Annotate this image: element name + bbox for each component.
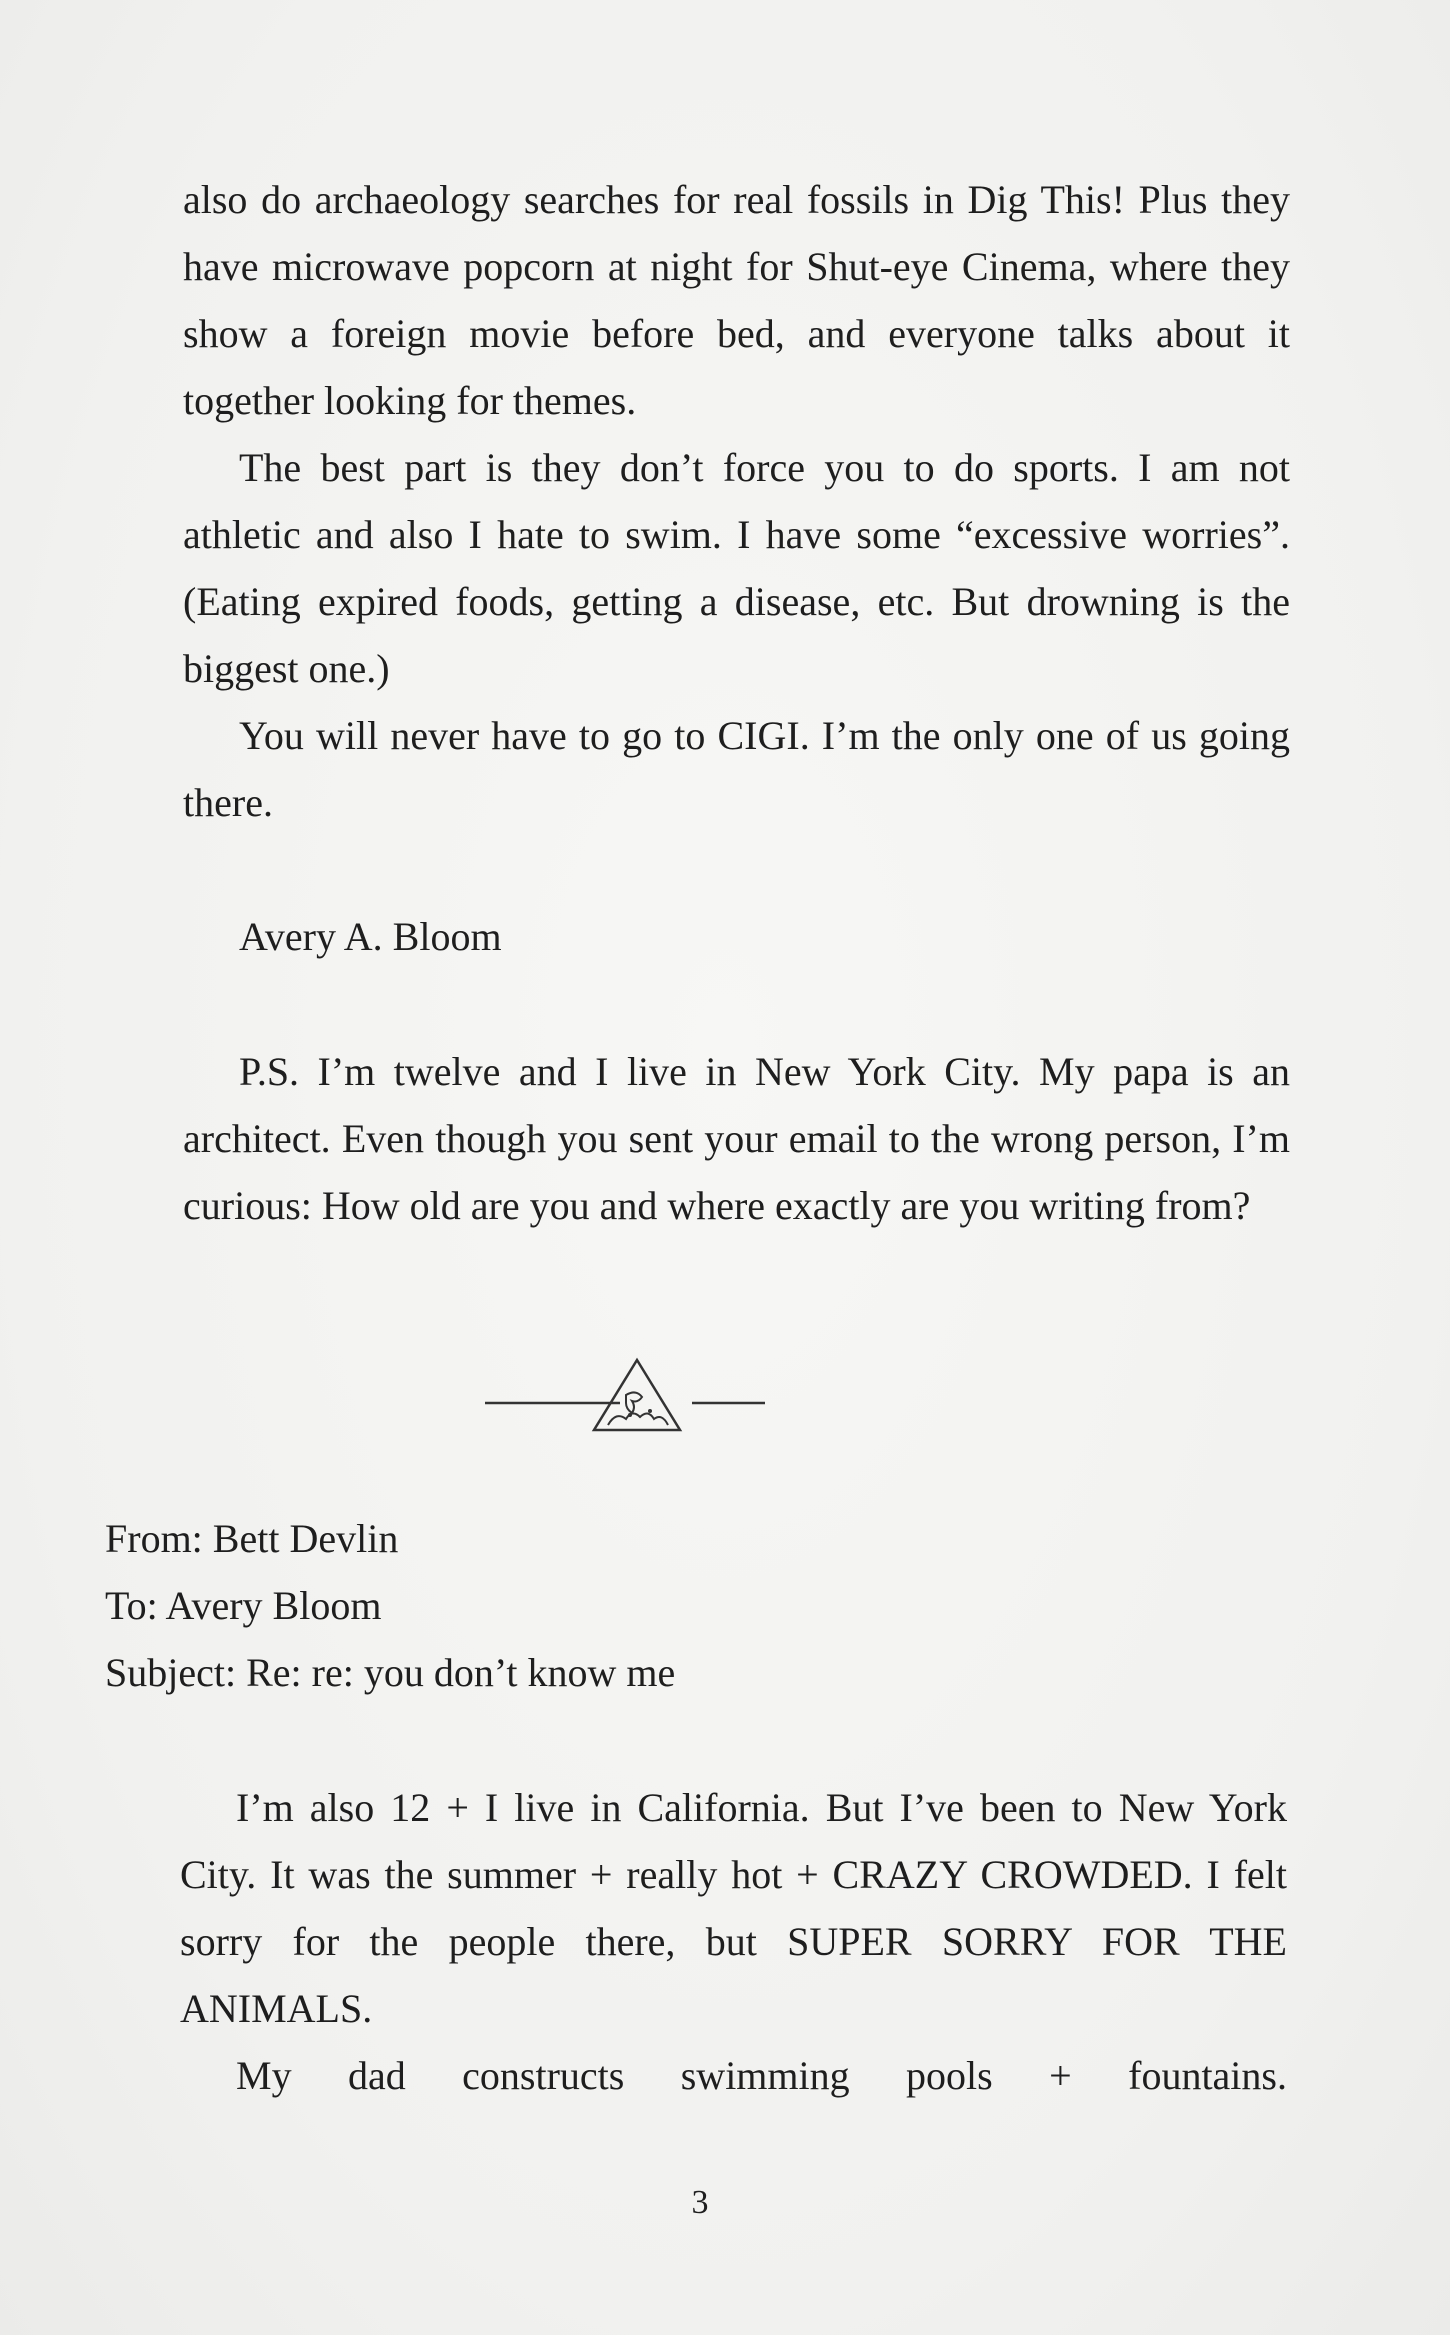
letter1-paragraph-2: The best part is they don’t force you to do sports. I am not athletic and also I hate to swim. I have some “excessive worries”. (Eating expired foods, getting a disease, etc. But drowning is the biggest one.) <box>183 445 1290 691</box>
letter2-paragraph-2: My dad constructs swimming pools + fountains. <box>236 2053 1287 2098</box>
letter1-postscript: P.S. I’m twelve and I live in New York City. My papa is an architect. Even though you sent your email to the wrong person, I’m curious: How old are you and where exactly are you writing from? <box>183 1049 1290 1228</box>
email-to: To: Avery Bloom <box>105 1583 382 1628</box>
email-subject: Subject: Re: re: you don’t know me <box>105 1650 676 1695</box>
section-divider-ornament <box>480 1355 780 1455</box>
letter1-paragraph-3: You will never have to go to CIGI. I’m the only one of us going there. <box>183 713 1290 825</box>
letter1-signature: Avery A. Bloom <box>239 914 502 959</box>
page-number: 3 <box>691 2184 709 2221</box>
letter1-paragraph-1: also do archaeology searches for real fossils in Dig This! Plus they have microwave popcorn at night for Shut-eye Cinema, where they show a foreign movie before bed, and everyone talks about it together looking for themes. <box>183 177 1290 423</box>
email-from: From: Bett Devlin <box>105 1516 399 1561</box>
letter2-paragraph-1: I’m also 12 + I live in California. But I’ve been to New York City. It was the summer + really hot + CRAZY CROWDED. I felt sorry for the people there, but SUPER SORRY FOR THE ANIMALS. <box>180 1785 1287 2031</box>
